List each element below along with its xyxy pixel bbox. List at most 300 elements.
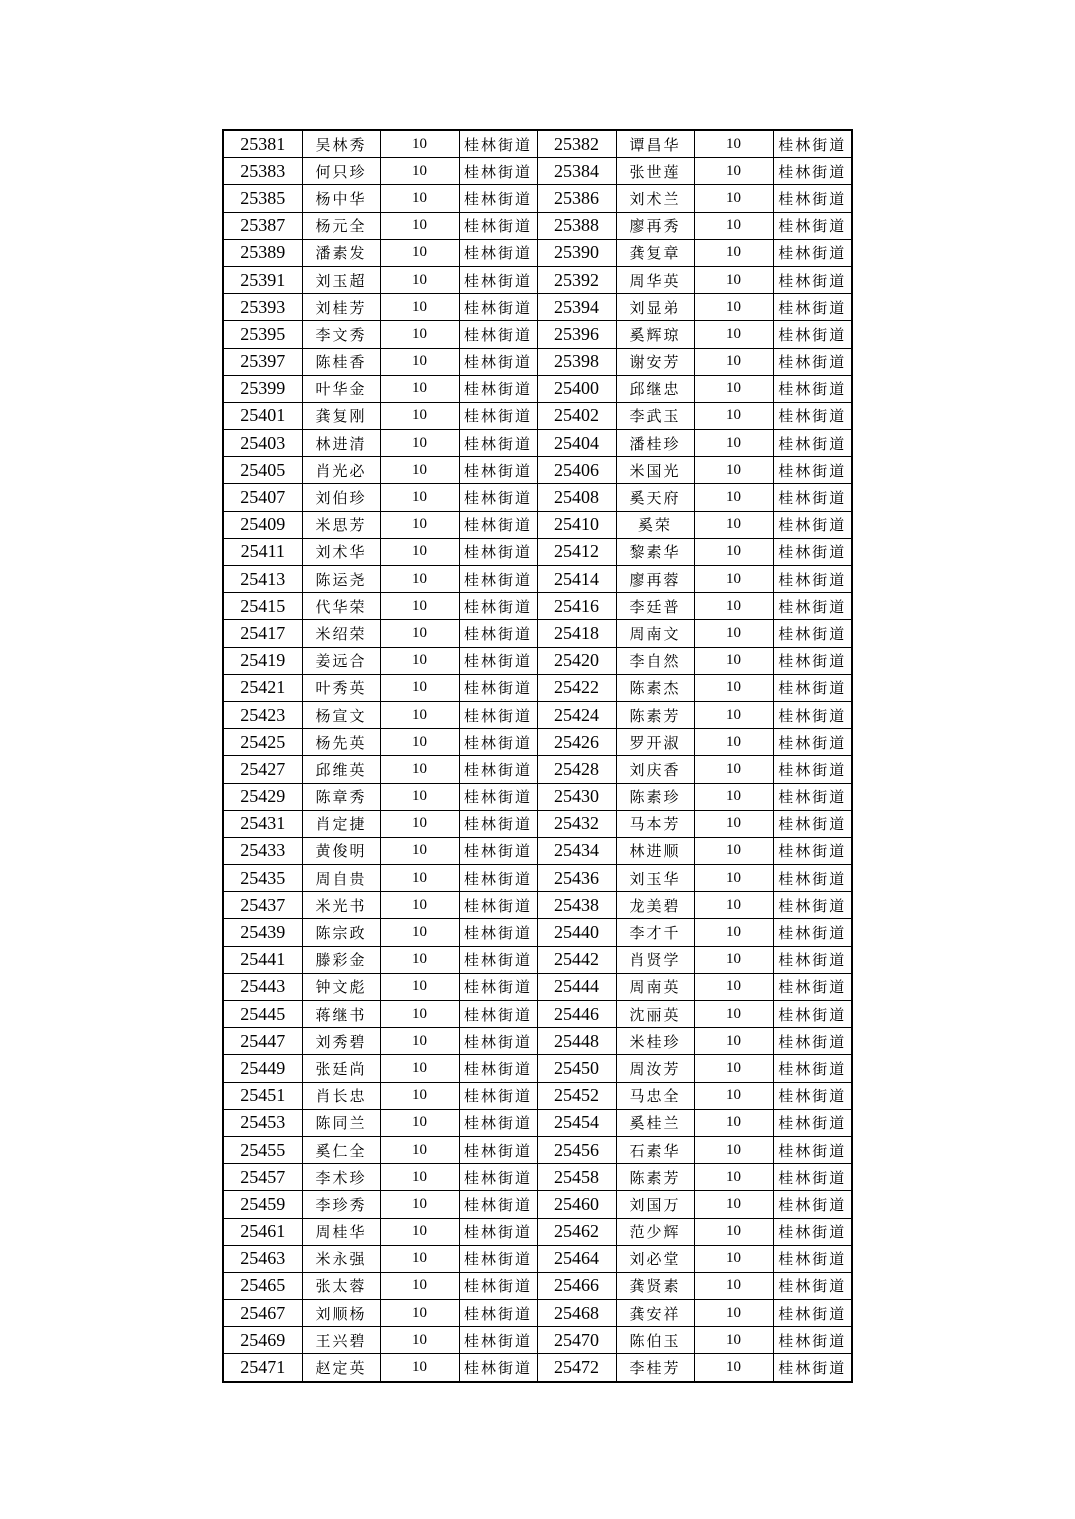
- record-id-cell: 25405: [223, 457, 302, 484]
- amount-cell: 10: [694, 538, 773, 565]
- table-row: [223, 1055, 852, 1082]
- area-cell: 桂林街道: [459, 729, 537, 756]
- roster-table: [222, 129, 853, 1383]
- area-cell: 桂林街道: [459, 294, 537, 321]
- area-cell: 桂林街道: [773, 946, 852, 973]
- record-id-cell: 25453: [223, 1109, 302, 1136]
- area-cell: 桂林街道: [459, 375, 537, 402]
- record-id-cell: 25425: [223, 729, 302, 756]
- amount-cell: 10: [380, 865, 459, 892]
- amount-cell: 10: [694, 294, 773, 321]
- record-id-cell: 25435: [223, 865, 302, 892]
- record-id-cell: 25471: [223, 1354, 302, 1382]
- amount-cell: 10: [694, 837, 773, 864]
- name-cell: 周南英: [616, 973, 694, 1000]
- name-cell: 刘术兰: [616, 185, 694, 212]
- area-cell: 桂林街道: [773, 1164, 852, 1191]
- area-cell: 桂林街道: [459, 402, 537, 429]
- area-cell: 桂林街道: [459, 1354, 537, 1382]
- table-row: [223, 484, 852, 511]
- record-id-cell: 25454: [537, 1109, 616, 1136]
- record-id-cell: 25394: [537, 294, 616, 321]
- table-row: [223, 620, 852, 647]
- amount-cell: 10: [380, 892, 459, 919]
- record-id-cell: 25450: [537, 1055, 616, 1082]
- record-id-cell: 25389: [223, 239, 302, 266]
- name-cell: 马本芳: [616, 810, 694, 837]
- table-row: [223, 1191, 852, 1218]
- record-id-cell: 25441: [223, 946, 302, 973]
- amount-cell: 10: [380, 294, 459, 321]
- name-cell: 周汝芳: [616, 1055, 694, 1082]
- record-id-cell: 25427: [223, 756, 302, 783]
- table-row: [223, 919, 852, 946]
- table-row: [223, 1272, 852, 1299]
- area-cell: 桂林街道: [773, 1327, 852, 1354]
- record-id-cell: 25464: [537, 1245, 616, 1272]
- area-cell: 桂林街道: [773, 1218, 852, 1245]
- record-id-cell: 25431: [223, 810, 302, 837]
- name-cell: 李才千: [616, 919, 694, 946]
- name-cell: 邱维英: [302, 756, 380, 783]
- record-id-cell: 25397: [223, 348, 302, 375]
- table-row: [223, 511, 852, 538]
- record-id-cell: 25429: [223, 783, 302, 810]
- area-cell: 桂林街道: [459, 973, 537, 1000]
- amount-cell: 10: [694, 566, 773, 593]
- name-cell: 刘顺杨: [302, 1300, 380, 1327]
- amount-cell: 10: [380, 620, 459, 647]
- area-cell: 桂林街道: [459, 1164, 537, 1191]
- area-cell: 桂林街道: [773, 566, 852, 593]
- amount-cell: 10: [694, 375, 773, 402]
- record-id-cell: 25434: [537, 837, 616, 864]
- amount-cell: 10: [694, 1245, 773, 1272]
- record-id-cell: 25393: [223, 294, 302, 321]
- area-cell: 桂林街道: [773, 973, 852, 1000]
- name-cell: 姜远合: [302, 647, 380, 674]
- record-id-cell: 25468: [537, 1300, 616, 1327]
- amount-cell: 10: [694, 1218, 773, 1245]
- name-cell: 肖长忠: [302, 1082, 380, 1109]
- name-cell: 张廷尚: [302, 1055, 380, 1082]
- area-cell: 桂林街道: [773, 919, 852, 946]
- record-id-cell: 25386: [537, 185, 616, 212]
- area-cell: 桂林街道: [459, 185, 537, 212]
- area-cell: 桂林街道: [459, 239, 537, 266]
- amount-cell: 10: [380, 1055, 459, 1082]
- table-row: [223, 212, 852, 239]
- record-id-cell: 25437: [223, 892, 302, 919]
- area-cell: 桂林街道: [773, 266, 852, 293]
- amount-cell: 10: [694, 484, 773, 511]
- amount-cell: 10: [380, 1272, 459, 1299]
- table-row: [223, 348, 852, 375]
- name-cell: 陈素芳: [616, 701, 694, 728]
- name-cell: 李自然: [616, 647, 694, 674]
- name-cell: 蒋继书: [302, 1001, 380, 1028]
- name-cell: 范少辉: [616, 1218, 694, 1245]
- area-cell: 桂林街道: [459, 1136, 537, 1163]
- record-id-cell: 25440: [537, 919, 616, 946]
- amount-cell: 10: [380, 1300, 459, 1327]
- record-id-cell: 25428: [537, 756, 616, 783]
- record-id-cell: 25408: [537, 484, 616, 511]
- record-id-cell: 25391: [223, 266, 302, 293]
- name-cell: 滕彩金: [302, 946, 380, 973]
- area-cell: 桂林街道: [459, 783, 537, 810]
- area-cell: 桂林街道: [459, 946, 537, 973]
- name-cell: 龙美碧: [616, 892, 694, 919]
- amount-cell: 10: [694, 1082, 773, 1109]
- name-cell: 谭昌华: [616, 130, 694, 158]
- area-cell: 桂林街道: [773, 511, 852, 538]
- name-cell: 李术珍: [302, 1164, 380, 1191]
- name-cell: 刘庆香: [616, 756, 694, 783]
- amount-cell: 10: [380, 484, 459, 511]
- amount-cell: 10: [380, 348, 459, 375]
- amount-cell: 10: [380, 158, 459, 185]
- table-row: [223, 1300, 852, 1327]
- table-row: [223, 375, 852, 402]
- area-cell: 桂林街道: [773, 158, 852, 185]
- record-id-cell: 25469: [223, 1327, 302, 1354]
- record-id-cell: 25381: [223, 130, 302, 158]
- amount-cell: 10: [694, 919, 773, 946]
- record-id-cell: 25443: [223, 973, 302, 1000]
- table-row: [223, 647, 852, 674]
- record-id-cell: 25399: [223, 375, 302, 402]
- name-cell: 张太蓉: [302, 1272, 380, 1299]
- amount-cell: 10: [380, 756, 459, 783]
- area-cell: 桂林街道: [459, 511, 537, 538]
- name-cell: 陈同兰: [302, 1109, 380, 1136]
- amount-cell: 10: [694, 701, 773, 728]
- name-cell: 龚复刚: [302, 402, 380, 429]
- record-id-cell: 25407: [223, 484, 302, 511]
- name-cell: 杨中华: [302, 185, 380, 212]
- amount-cell: 10: [694, 266, 773, 293]
- name-cell: 沈丽英: [616, 1001, 694, 1028]
- area-cell: 桂林街道: [773, 674, 852, 701]
- area-cell: 桂林街道: [459, 919, 537, 946]
- area-cell: 桂林街道: [773, 1055, 852, 1082]
- table-row: [223, 1001, 852, 1028]
- record-id-cell: 25432: [537, 810, 616, 837]
- record-id-cell: 25444: [537, 973, 616, 1000]
- amount-cell: 10: [694, 1164, 773, 1191]
- amount-cell: 10: [694, 783, 773, 810]
- name-cell: 刘显弟: [616, 294, 694, 321]
- record-id-cell: 25467: [223, 1300, 302, 1327]
- area-cell: 桂林街道: [773, 484, 852, 511]
- area-cell: 桂林街道: [459, 647, 537, 674]
- table-row: [223, 1109, 852, 1136]
- record-id-cell: 25438: [537, 892, 616, 919]
- table-row: [223, 457, 852, 484]
- record-id-cell: 25465: [223, 1272, 302, 1299]
- name-cell: 陈章秀: [302, 783, 380, 810]
- area-cell: 桂林街道: [459, 1272, 537, 1299]
- amount-cell: 10: [380, 1327, 459, 1354]
- name-cell: 刘伯珍: [302, 484, 380, 511]
- table-row: [223, 430, 852, 457]
- amount-cell: 10: [694, 810, 773, 837]
- record-id-cell: 25421: [223, 674, 302, 701]
- amount-cell: 10: [380, 402, 459, 429]
- record-id-cell: 25426: [537, 729, 616, 756]
- amount-cell: 10: [694, 430, 773, 457]
- record-id-cell: 25414: [537, 566, 616, 593]
- name-cell: 刘玉华: [616, 865, 694, 892]
- amount-cell: 10: [694, 1109, 773, 1136]
- table-row: [223, 674, 852, 701]
- name-cell: 潘素发: [302, 239, 380, 266]
- area-cell: 桂林街道: [773, 1300, 852, 1327]
- amount-cell: 10: [694, 457, 773, 484]
- record-id-cell: 25457: [223, 1164, 302, 1191]
- name-cell: 林进顺: [616, 837, 694, 864]
- amount-cell: 10: [694, 865, 773, 892]
- name-cell: 廖再秀: [616, 212, 694, 239]
- area-cell: 桂林街道: [773, 375, 852, 402]
- area-cell: 桂林街道: [459, 756, 537, 783]
- record-id-cell: 25456: [537, 1136, 616, 1163]
- amount-cell: 10: [380, 1082, 459, 1109]
- amount-cell: 10: [694, 130, 773, 158]
- table-row: [223, 810, 852, 837]
- record-id-cell: 25401: [223, 402, 302, 429]
- area-cell: 桂林街道: [773, 865, 852, 892]
- amount-cell: 10: [380, 266, 459, 293]
- amount-cell: 10: [380, 130, 459, 158]
- record-id-cell: 25463: [223, 1245, 302, 1272]
- area-cell: 桂林街道: [459, 457, 537, 484]
- name-cell: 米绍荣: [302, 620, 380, 647]
- name-cell: 吴林秀: [302, 130, 380, 158]
- amount-cell: 10: [380, 1354, 459, 1382]
- area-cell: 桂林街道: [773, 701, 852, 728]
- record-id-cell: 25458: [537, 1164, 616, 1191]
- amount-cell: 10: [694, 348, 773, 375]
- amount-cell: 10: [380, 321, 459, 348]
- area-cell: 桂林街道: [459, 430, 537, 457]
- area-cell: 桂林街道: [773, 1082, 852, 1109]
- record-id-cell: 25449: [223, 1055, 302, 1082]
- name-cell: 李武玉: [616, 402, 694, 429]
- table-row: [223, 294, 852, 321]
- record-id-cell: 25448: [537, 1028, 616, 1055]
- amount-cell: 10: [380, 185, 459, 212]
- table-row: [223, 130, 852, 158]
- table-row: [223, 837, 852, 864]
- name-cell: 刘玉超: [302, 266, 380, 293]
- record-id-cell: 25423: [223, 701, 302, 728]
- table-row: [223, 1354, 852, 1382]
- record-id-cell: 25447: [223, 1028, 302, 1055]
- name-cell: 米永强: [302, 1245, 380, 1272]
- area-cell: 桂林街道: [773, 321, 852, 348]
- area-cell: 桂林街道: [459, 810, 537, 837]
- table-row: [223, 865, 852, 892]
- record-id-cell: 25466: [537, 1272, 616, 1299]
- amount-cell: 10: [380, 919, 459, 946]
- record-id-cell: 25445: [223, 1001, 302, 1028]
- record-id-cell: 25388: [537, 212, 616, 239]
- table-row: [223, 321, 852, 348]
- name-cell: 龚贤素: [616, 1272, 694, 1299]
- name-cell: 肖光必: [302, 457, 380, 484]
- record-id-cell: 25451: [223, 1082, 302, 1109]
- area-cell: 桂林街道: [459, 701, 537, 728]
- name-cell: 黎素华: [616, 538, 694, 565]
- record-id-cell: 25415: [223, 593, 302, 620]
- record-id-cell: 25455: [223, 1136, 302, 1163]
- area-cell: 桂林街道: [459, 593, 537, 620]
- record-id-cell: 25422: [537, 674, 616, 701]
- name-cell: 龚复章: [616, 239, 694, 266]
- table-row: [223, 892, 852, 919]
- record-id-cell: 25384: [537, 158, 616, 185]
- area-cell: 桂林街道: [459, 1191, 537, 1218]
- amount-cell: 10: [380, 701, 459, 728]
- area-cell: 桂林街道: [773, 729, 852, 756]
- name-cell: 李廷普: [616, 593, 694, 620]
- area-cell: 桂林街道: [459, 1109, 537, 1136]
- amount-cell: 10: [694, 593, 773, 620]
- amount-cell: 10: [694, 511, 773, 538]
- record-id-cell: 25411: [223, 538, 302, 565]
- area-cell: 桂林街道: [459, 348, 537, 375]
- name-cell: 陈素杰: [616, 674, 694, 701]
- amount-cell: 10: [380, 538, 459, 565]
- amount-cell: 10: [694, 158, 773, 185]
- amount-cell: 10: [380, 1245, 459, 1272]
- area-cell: 桂林街道: [459, 865, 537, 892]
- area-cell: 桂林街道: [773, 1354, 852, 1382]
- table-row: [223, 158, 852, 185]
- area-cell: 桂林街道: [773, 1001, 852, 1028]
- name-cell: 李桂芳: [616, 1354, 694, 1382]
- name-cell: 刘秀碧: [302, 1028, 380, 1055]
- record-id-cell: 25418: [537, 620, 616, 647]
- amount-cell: 10: [694, 674, 773, 701]
- amount-cell: 10: [380, 1028, 459, 1055]
- area-cell: 桂林街道: [459, 266, 537, 293]
- amount-cell: 10: [380, 239, 459, 266]
- amount-cell: 10: [380, 375, 459, 402]
- area-cell: 桂林街道: [459, 1245, 537, 1272]
- amount-cell: 10: [694, 1327, 773, 1354]
- amount-cell: 10: [380, 837, 459, 864]
- record-id-cell: 25382: [537, 130, 616, 158]
- area-cell: 桂林街道: [773, 185, 852, 212]
- name-cell: 周桂华: [302, 1218, 380, 1245]
- record-id-cell: 25417: [223, 620, 302, 647]
- amount-cell: 10: [694, 239, 773, 266]
- name-cell: 陈运尧: [302, 566, 380, 593]
- area-cell: 桂林街道: [773, 1136, 852, 1163]
- record-id-cell: 25459: [223, 1191, 302, 1218]
- area-cell: 桂林街道: [459, 1001, 537, 1028]
- area-cell: 桂林街道: [773, 457, 852, 484]
- table-row: [223, 538, 852, 565]
- area-cell: 桂林街道: [773, 1191, 852, 1218]
- name-cell: 叶华金: [302, 375, 380, 402]
- record-id-cell: 25412: [537, 538, 616, 565]
- name-cell: 张世莲: [616, 158, 694, 185]
- amount-cell: 10: [380, 729, 459, 756]
- area-cell: 桂林街道: [459, 321, 537, 348]
- area-cell: 桂林街道: [773, 783, 852, 810]
- name-cell: 李文秀: [302, 321, 380, 348]
- area-cell: 桂林街道: [773, 402, 852, 429]
- table-row: [223, 1218, 852, 1245]
- record-id-cell: 25392: [537, 266, 616, 293]
- record-id-cell: 25433: [223, 837, 302, 864]
- table-row: [223, 1028, 852, 1055]
- area-cell: 桂林街道: [773, 348, 852, 375]
- amount-cell: 10: [380, 973, 459, 1000]
- name-cell: 陈桂香: [302, 348, 380, 375]
- area-cell: 桂林街道: [459, 484, 537, 511]
- amount-cell: 10: [694, 321, 773, 348]
- area-cell: 桂林街道: [459, 1327, 537, 1354]
- table-row: [223, 593, 852, 620]
- name-cell: 王兴碧: [302, 1327, 380, 1354]
- table-row: [223, 1136, 852, 1163]
- roster-table-body: [223, 130, 852, 1382]
- name-cell: 周南文: [616, 620, 694, 647]
- name-cell: 杨宣文: [302, 701, 380, 728]
- record-id-cell: 25403: [223, 430, 302, 457]
- amount-cell: 10: [694, 1055, 773, 1082]
- name-cell: 林进清: [302, 430, 380, 457]
- record-id-cell: 25470: [537, 1327, 616, 1354]
- amount-cell: 10: [694, 1001, 773, 1028]
- area-cell: 桂林街道: [459, 158, 537, 185]
- name-cell: 谢安芳: [616, 348, 694, 375]
- table-row: [223, 1327, 852, 1354]
- name-cell: 奚仁全: [302, 1136, 380, 1163]
- record-id-cell: 25472: [537, 1354, 616, 1382]
- amount-cell: 10: [380, 430, 459, 457]
- record-id-cell: 25383: [223, 158, 302, 185]
- name-cell: 米桂珍: [616, 1028, 694, 1055]
- table-row: [223, 973, 852, 1000]
- area-cell: 桂林街道: [459, 620, 537, 647]
- amount-cell: 10: [380, 511, 459, 538]
- record-id-cell: 25387: [223, 212, 302, 239]
- area-cell: 桂林街道: [773, 430, 852, 457]
- record-id-cell: 25436: [537, 865, 616, 892]
- table-row: [223, 185, 852, 212]
- name-cell: 刘桂芳: [302, 294, 380, 321]
- name-cell: 龚安祥: [616, 1300, 694, 1327]
- name-cell: 赵定英: [302, 1354, 380, 1382]
- record-id-cell: 25419: [223, 647, 302, 674]
- name-cell: 黄俊明: [302, 837, 380, 864]
- record-id-cell: 25424: [537, 701, 616, 728]
- name-cell: 杨元全: [302, 212, 380, 239]
- record-id-cell: 25446: [537, 1001, 616, 1028]
- record-id-cell: 25430: [537, 783, 616, 810]
- name-cell: 周自贵: [302, 865, 380, 892]
- amount-cell: 10: [380, 1109, 459, 1136]
- area-cell: 桂林街道: [773, 892, 852, 919]
- area-cell: 桂林街道: [773, 810, 852, 837]
- area-cell: 桂林街道: [773, 1245, 852, 1272]
